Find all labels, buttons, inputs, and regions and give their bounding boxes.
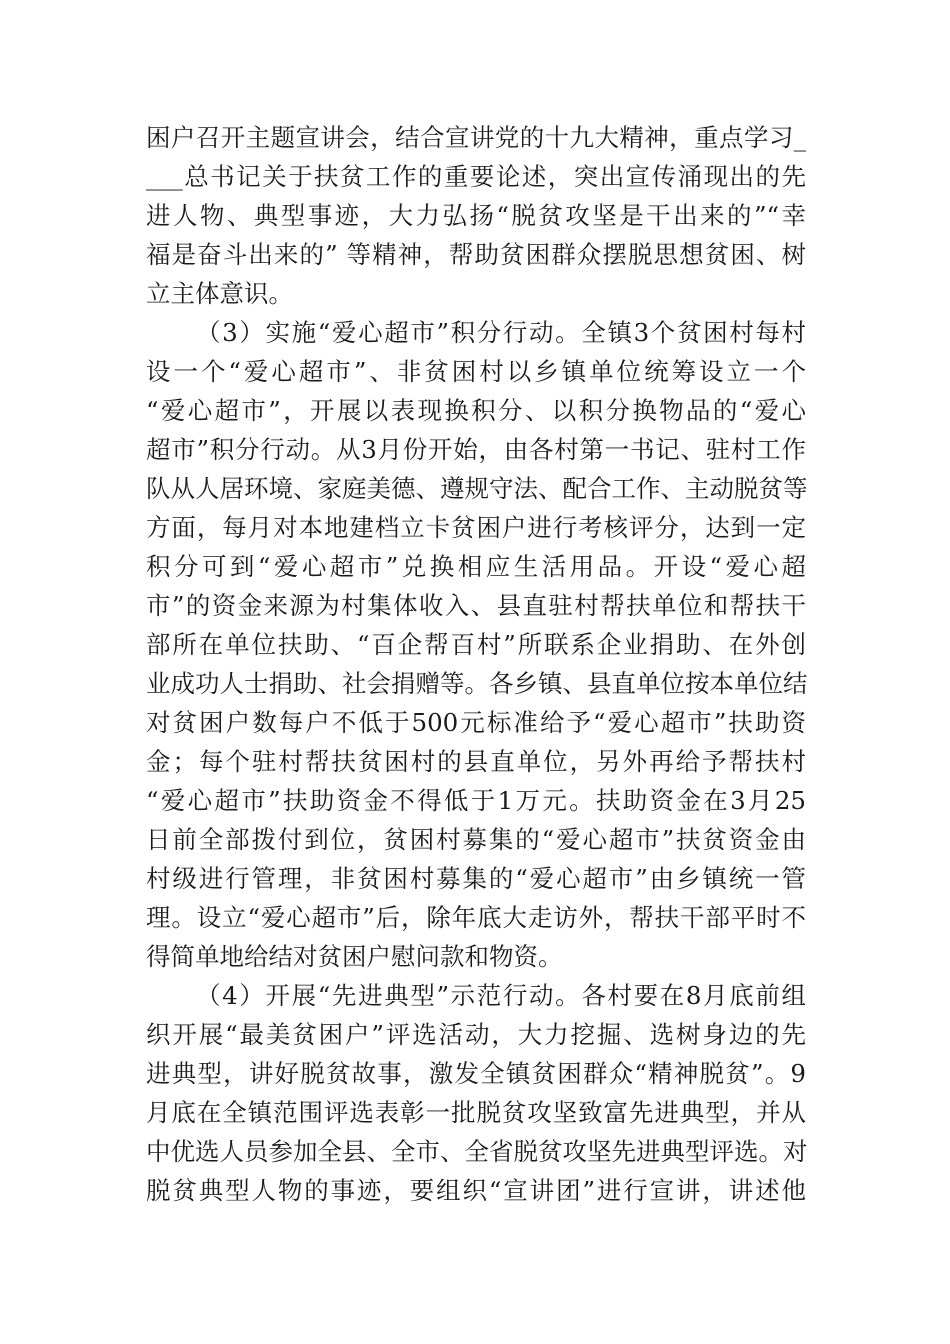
text-line: 月底在全镇范围评选表彰一批脱贫攻坚致富先进典型，并从 bbox=[146, 1098, 806, 1127]
text-line: 设一个“爱心超市”、非贫困村以乡镇单位统筹设立一个 bbox=[146, 357, 806, 386]
paragraph-heading-3: （3）实施“爱心超市”积分行动。全镇3个贫困村每村 bbox=[196, 318, 806, 347]
text-line: 部所在单位扶助、“百企帮百村”所联系企业捐助、在外创 bbox=[146, 630, 806, 659]
text-line: “爱心超市”，开展以表现换积分、以积分换物品的“爱心 bbox=[146, 396, 806, 425]
text-line: 理。设立“爱心超市”后，除年底大走访外，帮扶干部平时不 bbox=[146, 903, 806, 932]
text-line: 业成功人士捐助、社会捐赠等。各乡镇、县直单位按本单位结 bbox=[146, 669, 808, 698]
text-line: 织开展“最美贫困户”评选活动，大力挖掘、选树身边的先 bbox=[146, 1020, 806, 1049]
text-line: 金；每个驻村帮扶贫困村的县直单位，另外再给予帮扶村 bbox=[146, 747, 806, 776]
text-line: 对贫困户数每户不低于500元标准给予“爱心超市”扶助资 bbox=[146, 708, 806, 737]
text-line: 进人物、典型事迹，大力弘扬“脱贫攻坚是干出来的”“幸 bbox=[146, 201, 806, 230]
text-line: 市”的资金来源为村集体收入、县直驻村帮扶单位和帮扶干 bbox=[146, 591, 806, 620]
text-line: 日前全部拨付到位，贫困村募集的“爱心超市”扶贫资金由 bbox=[146, 825, 806, 854]
text-line: 福是奋斗出来的” 等精神，帮助贫困群众摆脱思想贫困、树 bbox=[146, 240, 806, 269]
text-line: 积分可到“爱心超市”兑换相应生活用品。开设“爱心超 bbox=[146, 552, 806, 581]
text-line: 立主体意识。 bbox=[146, 279, 293, 308]
text-line: 得简单地给结对贫困户慰问款和物资。 bbox=[146, 942, 563, 971]
text-line: 脱贫典型人物的事迹，要组织“宣讲团”进行宣讲，讲述他 bbox=[146, 1176, 806, 1205]
text-line: 村级进行管理，非贫困村募集的“爱心超市”由乡镇统一管 bbox=[146, 864, 806, 893]
text-line: 进典型，讲好脱贫故事，激发全镇贫困群众“精神脱贫”。9 bbox=[146, 1059, 806, 1088]
text-line: 队从人居环境、家庭美德、遵规守法、配合工作、主动脱贫等 bbox=[146, 474, 808, 503]
text-line: 超市”积分行动。从3月份开始，由各村第一书记、驻村工作 bbox=[146, 435, 806, 464]
text-line: 困户召开主题宣讲会，结合宣讲党的十九大精神，重点学习_ bbox=[146, 123, 806, 152]
paragraph-heading-4: （4）开展“先进典型”示范行动。各村要在8月底前组 bbox=[196, 981, 806, 1010]
text-line: “爱心超市”扶助资金不得低于1万元。扶助资金在3月25 bbox=[146, 786, 806, 815]
text-line: 方面，每月对本地建档立卡贫困户进行考核评分，达到一定 bbox=[146, 513, 806, 542]
text-line: 中优选人员参加全县、全市、全省脱贫攻坚先进典型评选。对 bbox=[146, 1137, 808, 1166]
text-line: ___总书记关于扶贫工作的重要论述，突出宣传涌现出的先 bbox=[146, 162, 806, 191]
